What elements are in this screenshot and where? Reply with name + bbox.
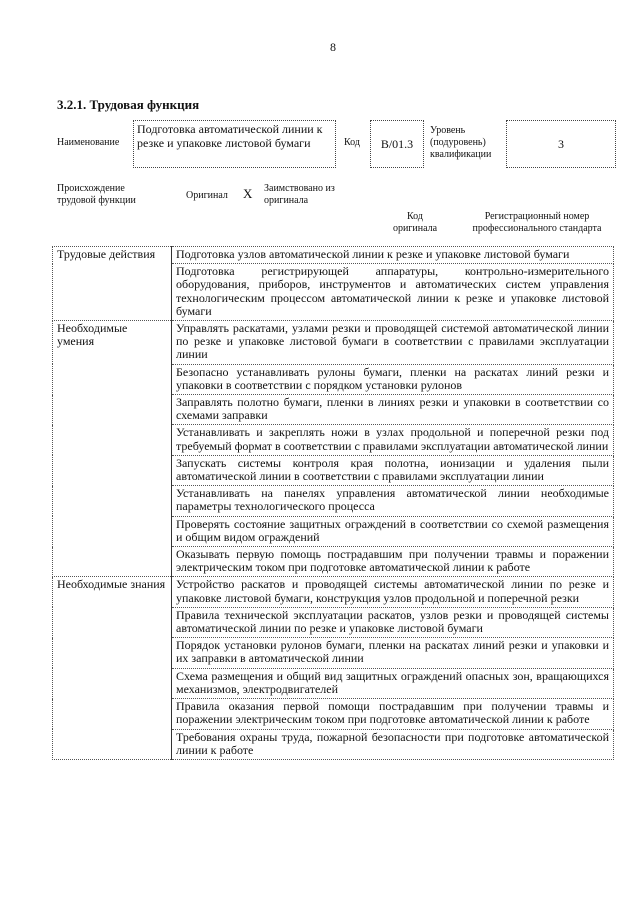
code-original-label: Код оригинала [392, 211, 438, 234]
original-mark: X [243, 186, 253, 201]
code-label: Код [344, 137, 360, 148]
item-cell: Устанавливать на панелях управления автоматической линии необходимые параметры технологического процесса [172, 486, 614, 516]
table-row [53, 321, 614, 365]
origin-label: Происхождение трудовой функции [57, 183, 136, 206]
item-cell: Безопасно устанавливать рулоны бумаги, пленки на раскатах линий резки и упаковки в соответствии с порядком установки рулонов [172, 364, 614, 394]
level-label: Уровень (подуровень) квалификации [430, 125, 492, 160]
item-cell: Запускать системы контроля края полотна, ионизации и удаления пыли автоматической линии в соответствии с правилами эксплуатации линии [172, 455, 614, 485]
code-value: B/01.3 [370, 120, 424, 168]
item-cell: Проверять состояние защитных ограждений в соответствии со схемой размещения и общим видом ограждений [172, 516, 614, 546]
page-number: 8 [330, 40, 336, 54]
labor-function-table [52, 246, 614, 760]
item-cell: Устройство раскатов и проводящей системы автоматической линии по резке и упаковке листовой бумаги, конструкция узлов продольной и поперечной резки [172, 577, 614, 607]
section-title: 3.2.1. Трудовая функция [57, 97, 200, 112]
item-cell: Схема размещения и общий вид защитных ограждений опасных зон, вращающихся механизмов, электродвигателей [172, 668, 614, 698]
item-cell: Правила технической эксплуатации раскатов, узлов резки и проводящей системы автоматической линии по резке и упаковке листовой бумаги [172, 607, 614, 637]
item-cell: Оказывать первую помощь пострадавшим при получении травмы и поражении электрическим током при подготовке автоматической линии к работе [172, 547, 614, 577]
item-cell: Порядок установки рулонов бумаги, пленки на раскатах линий резки и упаковки и их заправки в автоматической линии [172, 638, 614, 668]
item-cell: Правила оказания первой помощи пострадавшим при получении травмы и поражении электрическим током при подготовке автоматической линии к работе [172, 699, 614, 729]
reg-number-label: Регистрационный номер профессионального стандарта [472, 211, 602, 234]
original-label: Оригинал [186, 190, 228, 201]
table-row [53, 247, 614, 264]
item-cell: Подготовка узлов автоматической линии к резке и упаковке листовой бумаги [172, 247, 614, 264]
item-cell: Управлять раскатами, узлами резки и проводящей системой автоматической линии по резке и упаковке листовой бумаги в соответствии с правилами эксплуатации линии [172, 321, 614, 365]
name-value: Подготовка автоматической линии к резке и упаковке листовой бумаги [133, 120, 336, 168]
item-cell: Устанавливать и закреплять ножи в узлах продольной и поперечной резки под требуемый формат в соответствии с правилами эксплуатации автоматической линии [172, 425, 614, 455]
item-cell: Заправлять полотно бумаги, пленки в линиях резки и упаковки в соответствии со схемами заправки [172, 395, 614, 425]
borrowed-label: Заимствовано из оригинала [264, 183, 335, 206]
name-label: Наименование [57, 137, 120, 148]
category-cell: Необходимые знания [53, 577, 172, 759]
category-cell: Необходимые умения [53, 321, 172, 577]
level-value: 3 [506, 120, 616, 168]
category-cell: Трудовые действия [53, 247, 172, 321]
item-cell: Требования охраны труда, пожарной безопасности при подготовке автоматической линии к работе [172, 729, 614, 759]
item-cell: Подготовка регистрирующей аппаратуры, контрольно-измерительного оборудования, приборов, инструментов и автоматических систем управления технологическим процессом автоматической линии к резке и упаковке листовой бумаги [172, 264, 614, 321]
table-row [53, 577, 614, 607]
